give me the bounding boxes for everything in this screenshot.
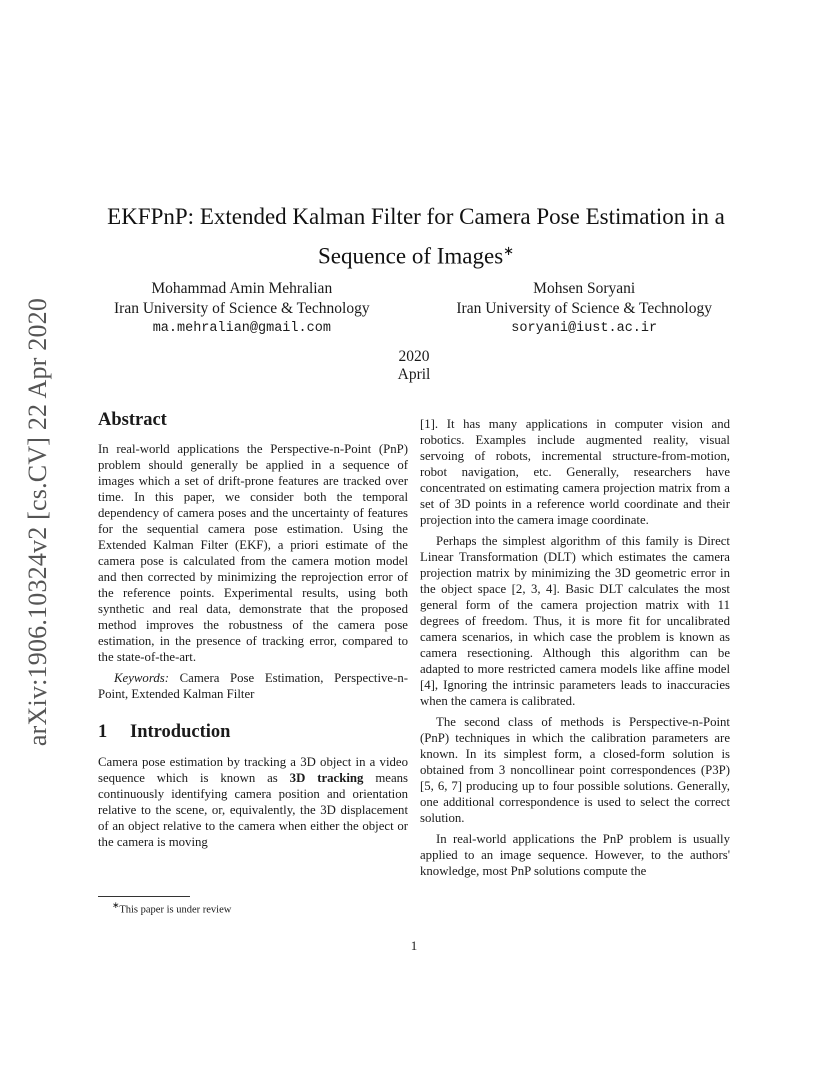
right-paragraph-2: Perhaps the simplest algorithm of this family is Direct Linear Transformation (DLT) which estimates the camera projection matrix by minimizing the 3D geometric error in the object space [2, 3, 4]. Basic DLT calculates the most general form of the camera projection matrix with 11 degrees of freedom. Thus, it is more fit for uncalibrated camera scenarios, in which case the problem is known as camera resectioning. Although this algorithm can be adapted to more restricted camera models like affine model [4], Ignoring the intrinsic parameters leads to inaccuracies when the camera is calibrated. bbox=[420, 534, 730, 708]
footnote bbox=[112, 900, 231, 916]
title-footnote-marker: ∗ bbox=[503, 243, 515, 258]
intro-text-a: Camera pose estimation by tracking a 3D object in a video sequence which is known as bbox=[98, 755, 408, 785]
right-column bbox=[420, 416, 730, 884]
keywords-label: Keywords: bbox=[114, 671, 169, 685]
right-paragraph-3: The second class of methods is Perspective-n-Point (PnP) techniques in which the calibration parameters are known. In its simplest form, a closed-form solution is obtained from 3 noncollinear point correspondences (P3P) [5, 6, 7] producing up to four possible solutions. Generally, one additional correspondence is used to select the correct solution. bbox=[420, 715, 730, 825]
author-2 bbox=[456, 279, 712, 339]
author-1 bbox=[114, 279, 370, 339]
section-number: 1 bbox=[98, 722, 108, 742]
abstract-body: In real-world applications the Perspective-n-Point (PnP) problem should generally be applied in a sequence of images which a set of drift-prone features are tracked over time. In this paper, we consider both the temporal dependency of camera poses and the uncertainty of features for the sequential camera pose estimation. Using the Extended Kalman Filter (EKF), a priori estimate of the camera pose is calculated from the camera motion model and then corrected by minimizing the reprojection error of the reference points. Experimental results, using both synthetic and real data, demonstrate that the proposed method improves the robustness of the camera pose estimation, in the presence of tracking error, compared to the state-of-the-art. bbox=[98, 442, 408, 664]
footnote-divider bbox=[98, 896, 190, 897]
paper-title-text: EKFPnP: Extended Kalman Filter for Camera Pose Estimation in a Sequence of Images bbox=[107, 204, 725, 269]
date-year: 2020 bbox=[398, 348, 430, 365]
abstract-heading: Abstract bbox=[98, 410, 167, 430]
footnote-marker: ∗ bbox=[112, 900, 120, 910]
paper-title bbox=[90, 200, 742, 274]
arxiv-stamp bbox=[18, 284, 58, 760]
author-name: Mohammad Amin Mehralian bbox=[151, 280, 333, 297]
footnote-text: This paper is under review bbox=[119, 904, 232, 916]
intro-text-b: means continuously identifying camera position and orientation relative to the scene, or, equivalently, the 3D displacement of an object relative to the camera when either the object or the camera is moving bbox=[98, 771, 409, 849]
keywords-text: Camera Pose Estimation, Perspective-n-Point, Extended Kalman Filter bbox=[98, 671, 408, 701]
section-title: Introduction bbox=[130, 722, 231, 742]
author-name: Mohsen Soryani bbox=[533, 280, 636, 297]
right-paragraph-4: In real-world applications the PnP problem is usually applied to an image sequence. However, to the authors' knowledge, most PnP solutions compute the bbox=[420, 832, 730, 878]
left-column bbox=[98, 412, 408, 855]
date-block bbox=[314, 348, 514, 384]
page-number: 1 bbox=[410, 938, 418, 953]
right-paragraph-1: [1]. It has many applications in computer vision and robotics. Examples include augmented reality, visual servoing of robots, incremental structure-from-motion, robot navigation, etc. Generally, researchers have concentrated on estimating camera projection matrix from a set of 3D points in a reference world coordinate and their projection into the camera image coordinate. bbox=[420, 417, 730, 527]
intro-paragraph bbox=[98, 754, 408, 850]
keywords-paragraph bbox=[98, 670, 408, 702]
author-block bbox=[90, 279, 742, 339]
section-heading-introduction bbox=[98, 724, 408, 740]
author-email: ma.mehralian@gmail.com bbox=[152, 321, 331, 336]
intro-bold-term: 3D tracking bbox=[289, 771, 364, 785]
author-affiliation: Iran University of Science & Technology bbox=[114, 300, 370, 317]
date-month: April bbox=[397, 366, 431, 383]
author-affiliation: Iran University of Science & Technology bbox=[456, 300, 712, 317]
arxiv-stamp-text: arXiv:1906.10324v2 [cs.CV] 22 Apr 2020 bbox=[23, 297, 52, 747]
author-email: soryani@iust.ac.ir bbox=[511, 321, 658, 336]
